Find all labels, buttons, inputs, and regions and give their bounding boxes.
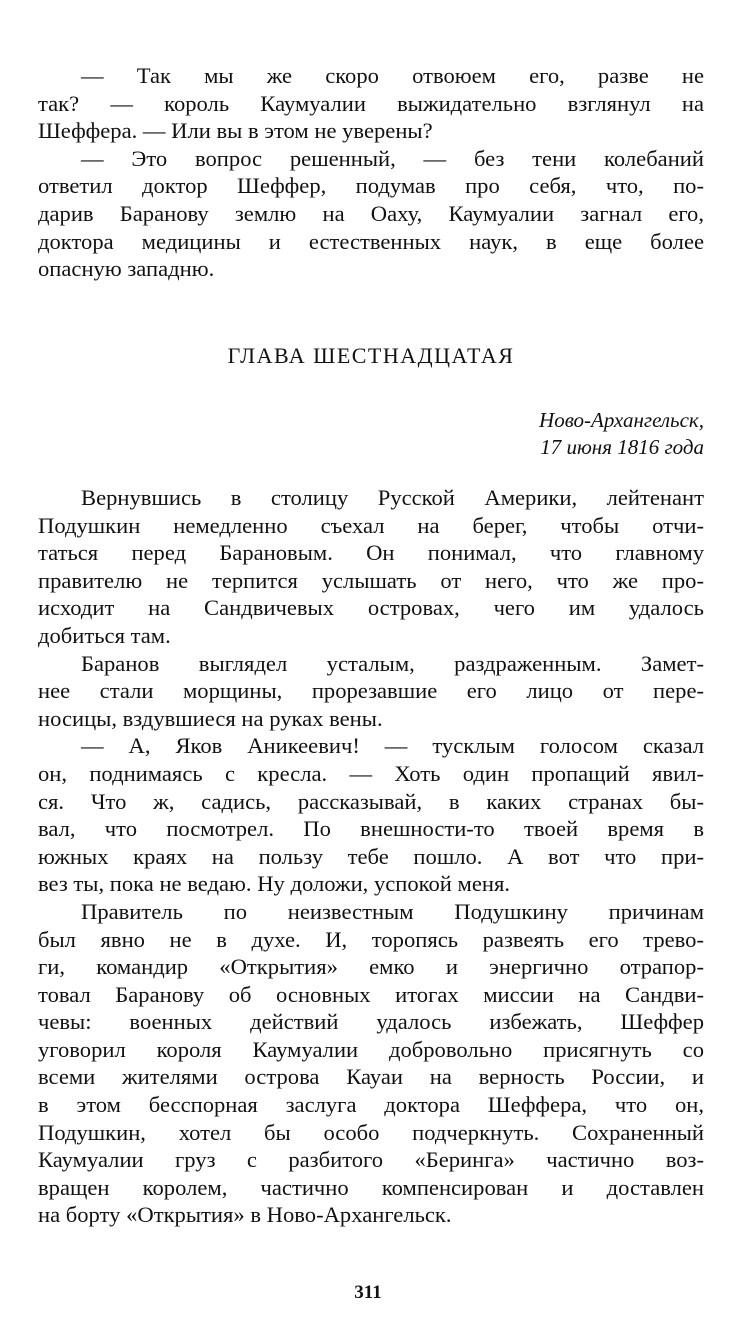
text-line: так? — король Каумуалии выжидательно взглянул на [38,90,704,116]
text-line: в этом бесспорная заслуга доктора Шеффера, что он, [38,1092,704,1118]
epigraph [539,407,704,461]
paragraph [38,62,704,145]
text-line: — Это вопрос решенный, — без тени колебаний [81,145,704,171]
text-line: Баранов выглядел усталым, раздраженным. Замет- [81,650,704,676]
paragraph [38,732,704,898]
text-line: нее стали морщины, прорезавшие его лицо от пере- [38,678,704,704]
text-line: дарив Баранову землю на Оаху, Каумуалии загнал его, [38,200,704,226]
text-line: таться перед Барановым. Он понимал, что главному [38,540,704,566]
paragraph [38,650,704,733]
text-line: доктора медицины и естественных наук, в еще более [38,228,704,254]
text-line: ги, командир «Открытия» емко и энергично отрапор- [38,954,704,980]
text-line: добиться там. [38,622,171,648]
text-line: исходит на Сандвичевых островах, чего им удалось [38,595,704,621]
text-line: Шеффера. — Или вы в этом не уверены? [38,118,433,144]
text-line: ответил доктор Шеффер, подумав про себя, что, по- [38,173,704,199]
page-number: 311 [354,1282,382,1303]
text-line: — А, Яков Аникеевич! — тусклым голосом сказал [81,733,704,759]
text-line: Правитель по неизвестным Подушкину причинам [81,898,704,924]
text-line: чевы: военных действий удалось избежать, Шеффер [38,1009,704,1035]
text-line: носицы, вздувшиеся на руках вены. [38,705,383,731]
chapter-body [38,484,704,1229]
epigraph-place: Ново-Архангельск, [539,408,704,432]
text-line: товал Баранову об основных итогах миссии на Сандви- [38,981,704,1007]
text-line: вез ты, пока не ведаю. Ну доложи, успокой меня. [38,871,510,897]
text-line: был явно не в духе. И, торопясь развеять его трево- [38,926,704,952]
text-line: на борту «Открытия» в Ново-Архангельск. [38,1202,452,1228]
paragraph [38,484,704,650]
text-line: опасную западню. [38,256,215,282]
text-line: Каумуалии груз с разбитого «Беринга» частично воз- [38,1147,704,1173]
text-line: вал, что посмотрел. По внешности-то твоей время в [38,816,704,842]
text-line: Подушкин, хотел бы особо подчеркнуть. Сохраненный [38,1119,704,1145]
top-text-block [38,62,704,283]
paragraph [38,145,704,283]
text-line: ся. Что ж, садись, рассказывай, в каких странах бы- [38,788,704,814]
chapter-title: ГЛАВА ШЕСТНАДЦАТАЯ [227,343,515,368]
text-line: он, поднимаясь с кресла. — Хоть один пропащий явил- [38,760,704,786]
text-line: — Так мы же скоро отвоюем его, разве не [81,63,704,88]
text-line: Подушкин немедленно съехал на берег, чтобы отчи- [38,512,704,538]
text-line: правителю не терпится услышать от него, что же про- [38,567,704,593]
text-line: всеми жителями острова Кауаи на верность России, и [38,1064,704,1090]
text-line: южных краях на пользу тебе пошло. А вот что при- [38,843,704,869]
text-line: Вернувшись в столицу Русской Америки, лейтенант [81,485,704,510]
text-line: вращен королем, частично компенсирован и доставлен [38,1174,704,1200]
epigraph-date: 17 июня 1816 года [540,435,704,459]
text-line: уговорил короля Каумуалии добровольно присягнуть со [38,1036,704,1062]
paragraph [38,898,704,1229]
